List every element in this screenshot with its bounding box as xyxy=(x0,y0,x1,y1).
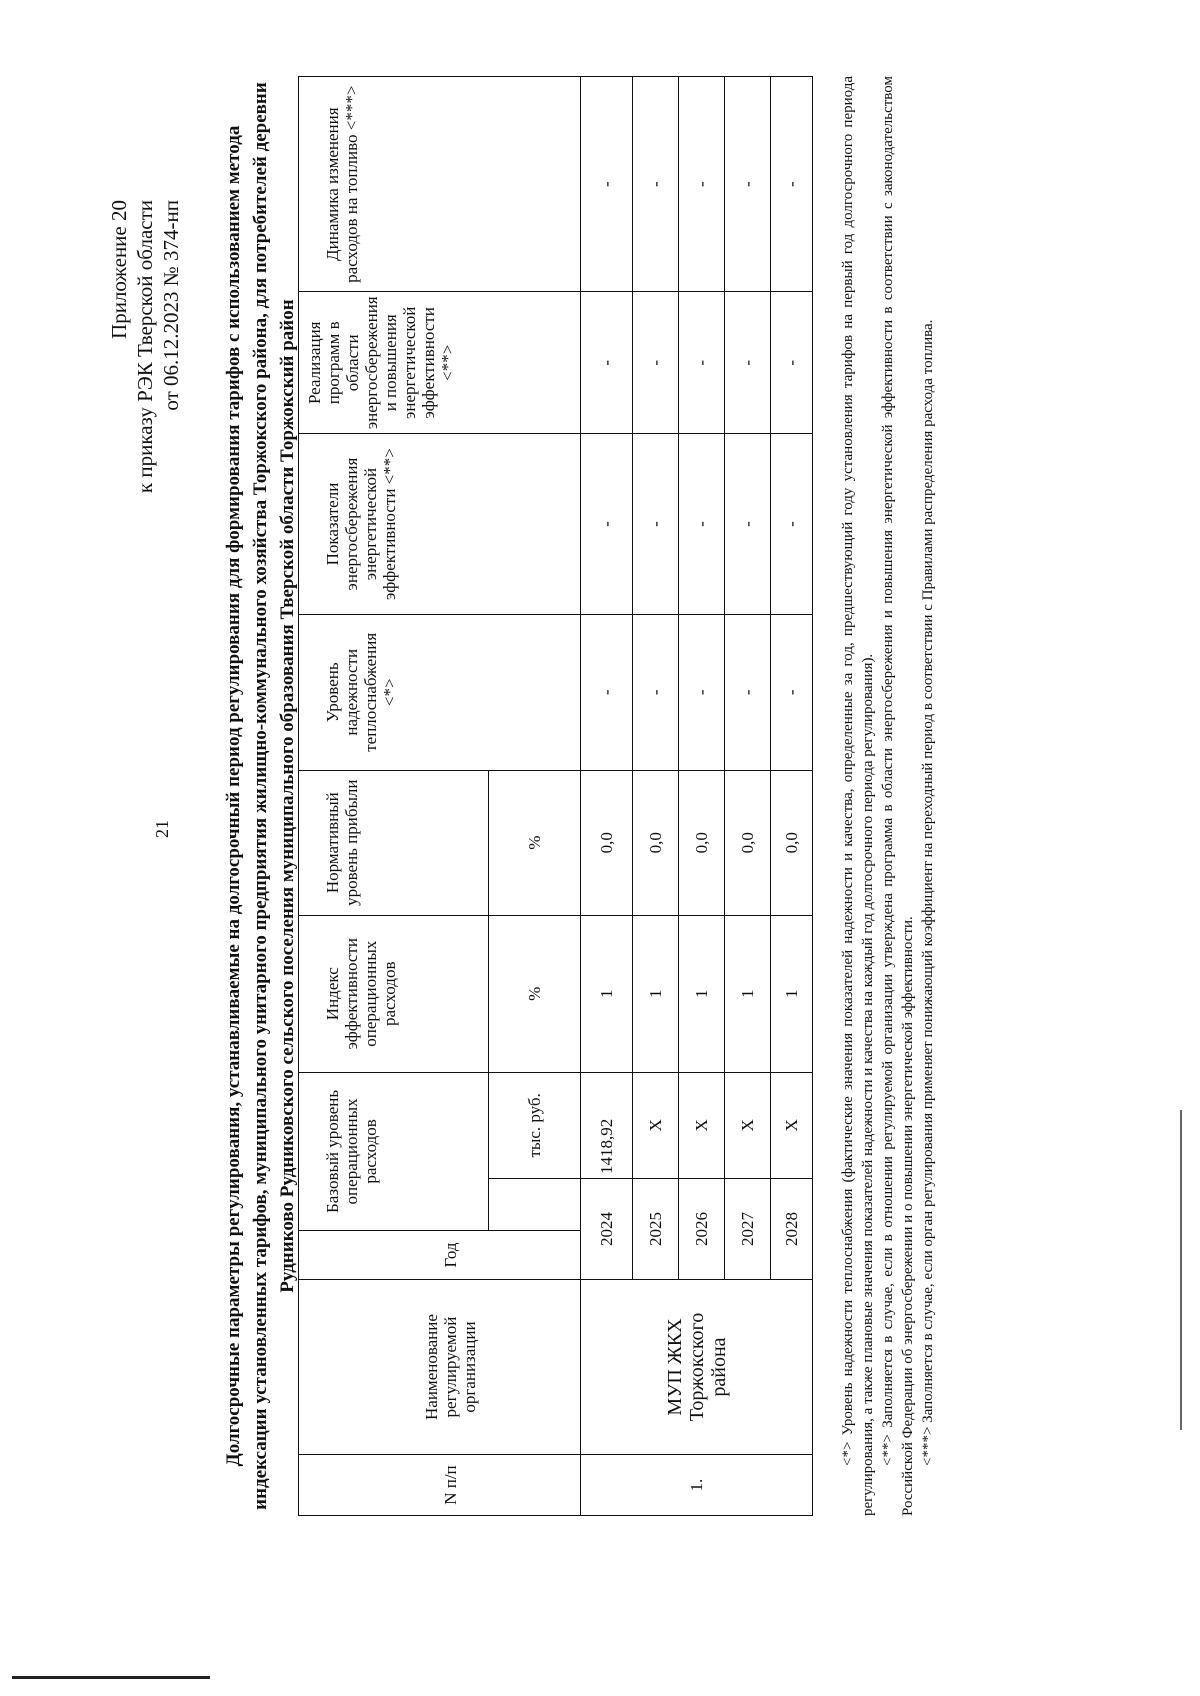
header-reliability: Уровень надежности теплоснабжения <*> xyxy=(299,614,581,770)
cell-energy: - xyxy=(679,434,725,615)
footnote-1: <*> Уровень надежности теплоснабжения (фактические значения показателей надежности и качества, определенные за год, предшествующий году установления тарифов на первый год долгосрочного периода регулирования, а также плановые значения показателей надежности и качества на каждый год долгосрочного периода регулирования). xyxy=(840,76,876,1516)
cell-year: 2024 xyxy=(581,1178,633,1279)
cell-reliability: - xyxy=(679,614,725,770)
cell-profit: 0,0 xyxy=(633,770,679,915)
cell-programs: - xyxy=(633,292,679,434)
cell-base: X xyxy=(725,1072,771,1178)
cell-base: X xyxy=(633,1072,679,1178)
cell-energy: - xyxy=(725,434,771,615)
cell-year: 2028 xyxy=(771,1178,813,1279)
header-org: Наименование регулируемой организации xyxy=(299,1279,581,1454)
unit-base: тыс. руб. xyxy=(489,1072,581,1178)
header-fuel: Динамика изменения расходов на топливо <***> xyxy=(299,77,581,292)
parameters-table xyxy=(298,76,813,1516)
cell-index: 1 xyxy=(679,915,725,1072)
appendix-header xyxy=(106,200,184,493)
cell-reliability: - xyxy=(581,614,633,770)
header-num: N п/п xyxy=(299,1455,581,1516)
cell-fuel: - xyxy=(581,77,633,292)
cell-profit: 0,0 xyxy=(725,770,771,915)
org-name: МУП ЖКХ Торжокского района xyxy=(581,1279,813,1454)
scan-edge-line xyxy=(1180,1110,1182,1430)
table-row xyxy=(581,77,633,1516)
footnote-2: <**> Заполняется в случае, если в отношении регулируемой организации утверждена программа в области энергосбережения и повышения энергетической эффективности в соответствии с законодательством Российской Федерации об энергосбережении и о повышении энергетической эффективности. xyxy=(880,76,916,1516)
page-number: 21 xyxy=(152,820,172,838)
table-header-row xyxy=(299,77,489,1516)
cell-programs: - xyxy=(679,292,725,434)
header-programs: Реализация программ в области энергосбережения и повышения энергетической эффективности <**> xyxy=(299,292,581,434)
header-profit: Нормативный уровень прибыли xyxy=(299,770,489,915)
cell-fuel: - xyxy=(679,77,725,292)
cell-base: 1418,92 xyxy=(581,1072,633,1178)
cell-year: 2027 xyxy=(725,1178,771,1279)
cell-energy: - xyxy=(771,434,813,615)
cell-profit: 0,0 xyxy=(771,770,813,915)
cell-programs: - xyxy=(581,292,633,434)
cell-index: 1 xyxy=(771,915,813,1072)
unit-profit: % xyxy=(489,770,581,915)
cell-reliability: - xyxy=(633,614,679,770)
appendix-line-1: Приложение 20 xyxy=(107,200,131,339)
cell-reliability: - xyxy=(771,614,813,770)
appendix-line-3: от 06.12.2023 № 374-нп xyxy=(159,200,183,411)
cell-programs: - xyxy=(725,292,771,434)
cell-fuel: - xyxy=(725,77,771,292)
cell-energy: - xyxy=(633,434,679,615)
document-title: Долгосрочные параметры регулирования, устанавливаемые на долгосрочный период регулирования для формирования тарифов с использованием метода индексации установленных тарифов, муниципального унитарного предприятия жилищно-коммунального хозяйства Торжокского района, для потребителей деревни Рудниково Рудниковского сельского поселения муниципального образования Тверской области Торжокский район xyxy=(223,82,298,1510)
cell-fuel: - xyxy=(771,77,813,292)
row-num: 1. xyxy=(581,1455,813,1516)
cell-base: X xyxy=(771,1072,813,1178)
header-energy: Показатели энергосбережения энергетической эффективности <**> xyxy=(299,434,581,615)
cell-profit: 0,0 xyxy=(679,770,725,915)
cell-fuel: - xyxy=(633,77,679,292)
header-base: Базовый уровень операционных расходов xyxy=(299,1072,489,1230)
footnotes xyxy=(838,76,938,1516)
appendix-line-2: к приказу РЭК Тверской области xyxy=(133,200,157,494)
cell-year: 2026 xyxy=(679,1178,725,1279)
cell-year: 2025 xyxy=(633,1178,679,1279)
cell-index: 1 xyxy=(725,915,771,1072)
cell-index: 1 xyxy=(581,915,633,1072)
cell-energy: - xyxy=(581,434,633,615)
scan-edge-line xyxy=(12,1676,210,1679)
cell-reliability: - xyxy=(725,614,771,770)
cell-index: 1 xyxy=(633,915,679,1072)
header-index: Индекс эффективности операционных расходов xyxy=(299,915,489,1072)
footnote-3: <***> Заполняется в случае, если орган регулирования применяет понижающий коэффициент на переходный период в соответствии с Правилами распределения расхода топлива. xyxy=(920,319,936,1466)
cell-base: X xyxy=(679,1072,725,1178)
cell-profit: 0,0 xyxy=(581,770,633,915)
unit-index: % xyxy=(489,915,581,1072)
header-year: Год xyxy=(299,1231,581,1280)
cell-programs: - xyxy=(771,292,813,434)
